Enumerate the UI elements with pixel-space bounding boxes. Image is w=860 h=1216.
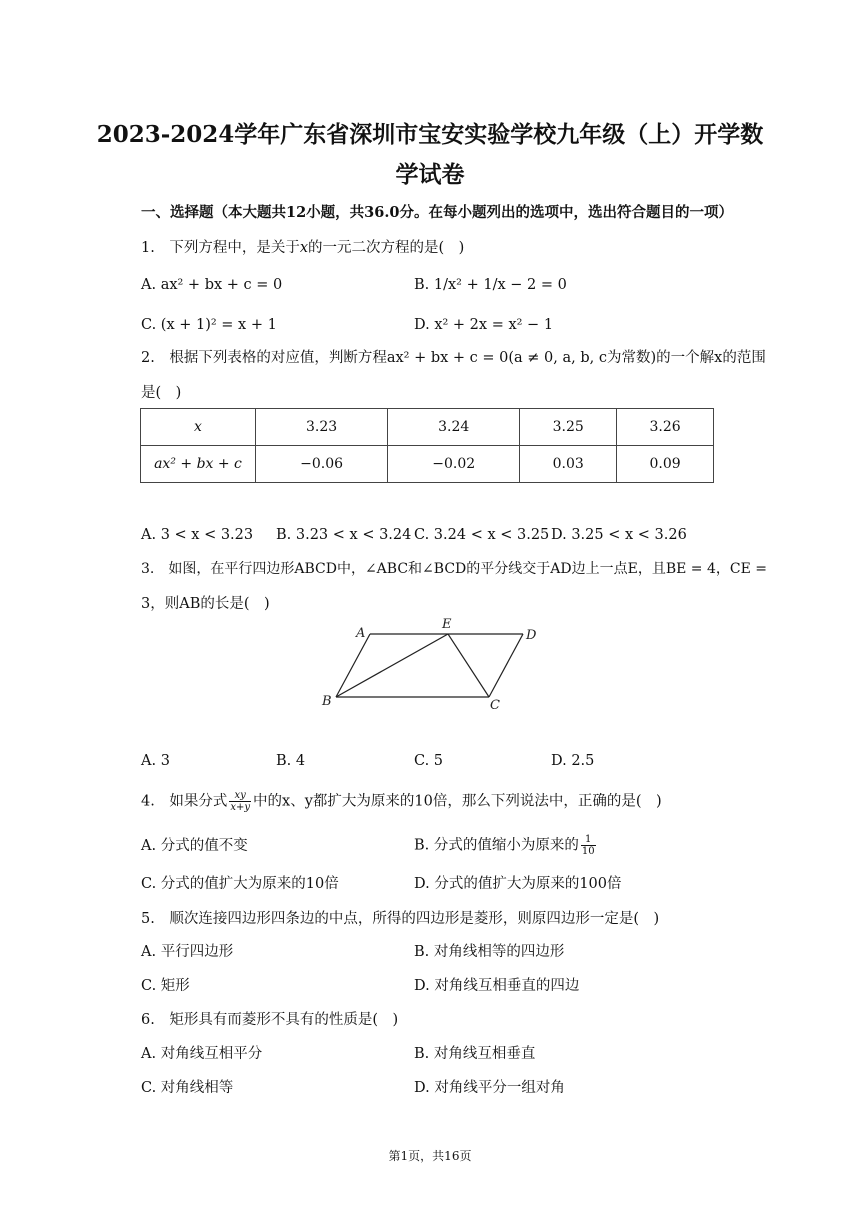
label-e: E (442, 617, 452, 632)
q6-option-a: A. 对角线互相平分 (141, 1046, 263, 1062)
table-header-cell: ax² + bx + c (141, 446, 256, 483)
q2-stem-part: 2. 根据下列表格的对应值，判断方程 (141, 350, 387, 366)
q1-stem-part: 的一元二次方程的是( ) (308, 240, 465, 256)
question-2-stem (141, 348, 766, 368)
q4-option-a: A. 分式的值不变 (141, 838, 248, 854)
q5-option-b: B. 对角线相等的四边形 (414, 944, 565, 960)
q6-option-b: B. 对角线互相垂直 (414, 1046, 536, 1062)
question-6-stem: 6. 矩形具有而菱形不具有的性质是( ) (141, 1012, 399, 1028)
q3-option-b: B. 4 (276, 753, 306, 769)
table-row (141, 446, 714, 483)
q4-option-c: C. 分式的值扩大为原来的10倍 (141, 876, 339, 892)
segment-dc (489, 634, 523, 697)
segment-ce (448, 634, 489, 697)
question-2-stem-cont: 是( ) (141, 385, 182, 401)
question-5-stem: 5. 顺次连接四边形四条边的中点，所得的四边形是菱形，则原四边形一定是( ) (141, 911, 660, 927)
question-1-stem (141, 238, 464, 258)
table-cell: 3.23 (256, 409, 388, 446)
section-heading: 一、选择题（本大题共12小题，共36.0分。在每小题列出的选项中，选出符合题目的一项） (141, 204, 733, 221)
parallelogram-figure (318, 612, 548, 712)
q2-option-c: C. 3.24 < x < 3.25 (414, 527, 550, 543)
q1-option-a: A. ax² + bx + c = 0 (141, 277, 283, 293)
table-cell: 3.25 (520, 409, 617, 446)
table-cell: 3.26 (617, 409, 714, 446)
table-row (141, 409, 714, 446)
q4-stem-part: 中的x、y都扩大为原来的10倍，那么下列说法中，正确的是( ) (253, 793, 662, 810)
table-cell: 3.24 (388, 409, 520, 446)
table-cell: 0.03 (520, 446, 617, 483)
page-title-line2: 学试卷 (395, 161, 465, 188)
q3-option-a: A. 3 (141, 753, 170, 769)
q4-option-b-text: B. 分式的值缩小为原来的 (414, 837, 579, 854)
q2-stem-part: ax² + bx + c = 0(a ≠ 0, a, b, c为常数)的一个解x的范围 (386, 350, 766, 366)
page-title-line1: 2023-2024学年广东省深圳市宝安实验学校九年级（上）开学数 (96, 121, 764, 148)
q2-option-b: B. 3.23 < x < 3.24 (276, 527, 412, 543)
q3-option-c: C. 5 (414, 753, 444, 769)
q1-variable: x (299, 240, 309, 256)
q1-option-b: B. 1/x² + 1/x − 2 = 0 (414, 277, 567, 293)
question-3-stem: 3. 如图，在平行四边形ABCD中，∠ABC和∠BCD的平分线交于AD边上一点E，且BE = 4，CE = (141, 561, 767, 577)
fraction-denominator: x+y (230, 802, 251, 813)
question-4-stem (141, 790, 662, 813)
table-header-cell: x (141, 409, 256, 446)
q6-option-c: C. 对角线相等 (141, 1080, 234, 1096)
table-cell: −0.06 (256, 446, 388, 483)
q5-option-d: D. 对角线互相垂直的四边 (414, 978, 580, 994)
q4-stem-part: 4. 如果分式 (141, 793, 228, 810)
q5-option-c: C. 矩形 (141, 978, 190, 994)
fraction-numerator: xy (229, 790, 251, 802)
q4-option-b (414, 834, 598, 857)
page-footer: 第1页，共16页 (388, 1149, 472, 1163)
q6-option-d: D. 对角线平分一组对角 (414, 1080, 565, 1096)
label-c: C (490, 698, 500, 712)
q3-option-d: D. 2.5 (551, 753, 595, 769)
question-3-stem-cont: 3，则AB的长是( ) (141, 596, 270, 612)
q1-stem-part: 1. 下列方程中，是关于 (141, 240, 300, 256)
value-table (140, 408, 714, 483)
q4-fraction (229, 790, 251, 813)
table-cell: −0.02 (388, 446, 520, 483)
table-cell: 0.09 (617, 446, 714, 483)
q1-option-d: D. x² + 2x = x² − 1 (414, 317, 554, 333)
label-d: D (526, 628, 537, 643)
label-b: B (322, 694, 332, 709)
fraction-denominator: 10 (581, 846, 595, 857)
q2-option-d: D. 3.25 < x < 3.26 (551, 527, 687, 543)
q1-option-c: C. (x + 1)² = x + 1 (141, 317, 277, 333)
label-a: A (356, 626, 366, 641)
q2-option-a: A. 3 < x < 3.23 (141, 527, 254, 543)
q4-option-d: D. 分式的值扩大为原来的100倍 (414, 876, 622, 892)
fraction-numerator: 1 (581, 834, 596, 846)
q5-option-a: A. 平行四边形 (141, 944, 234, 960)
q4-option-b-fraction (581, 834, 596, 857)
